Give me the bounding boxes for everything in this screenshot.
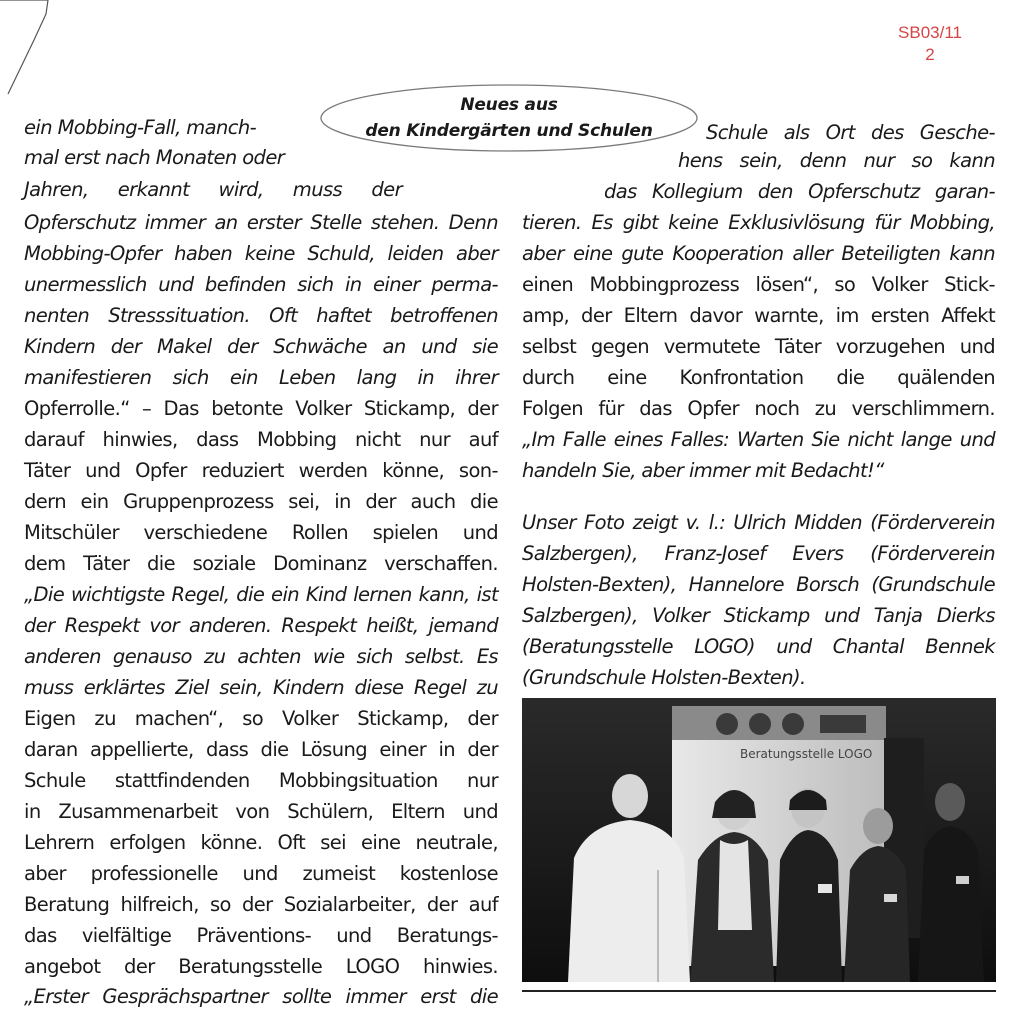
text-line: Mitschüler verschiedene Rollen spielen und: [24, 521, 498, 544]
text-line: Kindern der Makel der Schwäche an und sie: [24, 335, 498, 358]
text-line: Mobbing-Opfer haben keine Schuld, leiden aber: [24, 242, 498, 265]
text-line: das Kollegium den Opferschutz garan-: [604, 180, 995, 203]
text-line: Jahren, erkannt wird, muss der: [24, 178, 402, 201]
caption-line: Salzbergen), Franz-Josef Evers (Förderverein: [522, 542, 995, 565]
section-rubric: [318, 82, 700, 154]
caption-line: Holsten-Bexten), Hannelore Borsch (Grundschule: [522, 573, 995, 596]
text-line: selbst gegen vermutete Täter vorzugehen und: [522, 335, 995, 358]
text-line: hens sein, denn nur so kann: [678, 149, 995, 172]
text-line: ein Mobbing-Fall, manch-: [24, 116, 257, 139]
photo-illustration: [522, 698, 996, 982]
text-line: muss erklärtes Ziel sein, Kindern diese Regel zu: [24, 676, 498, 699]
page-number: 2: [925, 45, 935, 64]
text-line: darauf hinwies, dass Mobbing nicht nur auf: [24, 428, 498, 451]
rubric-line-2: den Kindergärten und Schulen: [365, 121, 653, 141]
rubric-line-1: Neues aus: [460, 95, 558, 115]
text-line: Opferschutz immer an erster Stelle stehen. Denn: [24, 211, 498, 234]
text-line: anderen genauso zu achten wie sich selbst. Es: [24, 645, 498, 668]
rubric-title: [318, 92, 700, 144]
text-line: unermesslich und befinden sich in einer perma-: [24, 273, 498, 296]
text-line-cut: „Erster Gesprächspartner sollte immer erst die: [24, 985, 498, 1008]
caption-line: (Grundschule Holsten-Bexten).: [522, 666, 806, 689]
text-line: handeln Sie, aber immer mit Bedacht!“: [522, 459, 884, 482]
text-line: aber eine gute Kooperation aller Beteiligten kann: [522, 242, 995, 265]
text-line: Beratung hilfreich, so der Sozialarbeiter, der auf: [24, 893, 498, 916]
text-line: angebot der Beratungsstelle LOGO hinwies.: [24, 955, 498, 978]
text-line: tieren. Es gibt keine Exklusivlösung für Mobbing,: [522, 211, 995, 234]
text-line: mal erst nach Monaten oder: [24, 146, 285, 169]
text-line: „Die wichtigste Regel, die ein Kind lernen kann, ist: [24, 583, 498, 606]
text-line: Schule stattfindenden Mobbingsituation nur: [24, 769, 498, 792]
text-line: nenten Stresssituation. Oft haftet betroffenen: [24, 304, 498, 327]
text-line: durch eine Konfrontation die quälenden: [522, 366, 995, 389]
text-line: Opferrolle.“ – Das betonte Volker Stickamp, der: [24, 397, 498, 420]
text-line: „Im Falle eines Falles: Warten Sie nicht lange und: [522, 428, 995, 451]
text-line: einen Mobbingprozess lösen“, so Volker Stick-: [522, 273, 995, 296]
banner-text: Beratungsstelle LOGO: [740, 747, 873, 761]
text-line: Täter und Opfer reduziert werden könne, son-: [24, 459, 498, 482]
issue-code: SB03/11: [898, 23, 962, 42]
text-line: in Zusammenarbeit von Schülern, Eltern und: [24, 800, 498, 823]
caption-line: (Beratungsstelle LOGO) und Chantal Bennek: [522, 635, 995, 658]
text-line: Folgen für das Opfer noch zu verschlimmern.: [522, 397, 995, 420]
text-line: dern ein Gruppenprozess sei, in der auch die: [24, 490, 498, 513]
group-photo: [522, 698, 996, 982]
text-line: das vielfältige Präventions- und Beratungs-: [24, 924, 498, 947]
photo-bottom-rule: [522, 990, 996, 992]
text-line: Eigen zu machen“, so Volker Stickamp, der: [24, 707, 498, 730]
text-line: Schule als Ort des Gesche-: [706, 121, 995, 144]
caption-line: Unser Foto zeigt v. l.: Ulrich Midden (Förderverein: [522, 511, 995, 534]
scan-edge-mark: [0, 0, 50, 95]
text-line: aber professionelle und zumeist kostenlose: [24, 862, 498, 885]
text-line: amp, der Eltern davor warnte, im ersten Affekt: [522, 304, 995, 327]
text-line: Lehrern erfolgen könne. Oft sei eine neutrale,: [24, 831, 498, 854]
page-code: [898, 22, 962, 66]
text-line: daran appellierte, dass die Lösung einer in der: [24, 738, 498, 761]
text-line: dem Täter die soziale Dominanz verschaffen.: [24, 552, 498, 575]
text-line: manifestieren sich ein Leben lang in ihrer: [24, 366, 498, 389]
caption-line: Salzbergen), Volker Stickamp und Tanja Dierks: [522, 604, 995, 627]
text-line: der Respekt vor anderen. Respekt heißt, jemand: [24, 614, 498, 637]
